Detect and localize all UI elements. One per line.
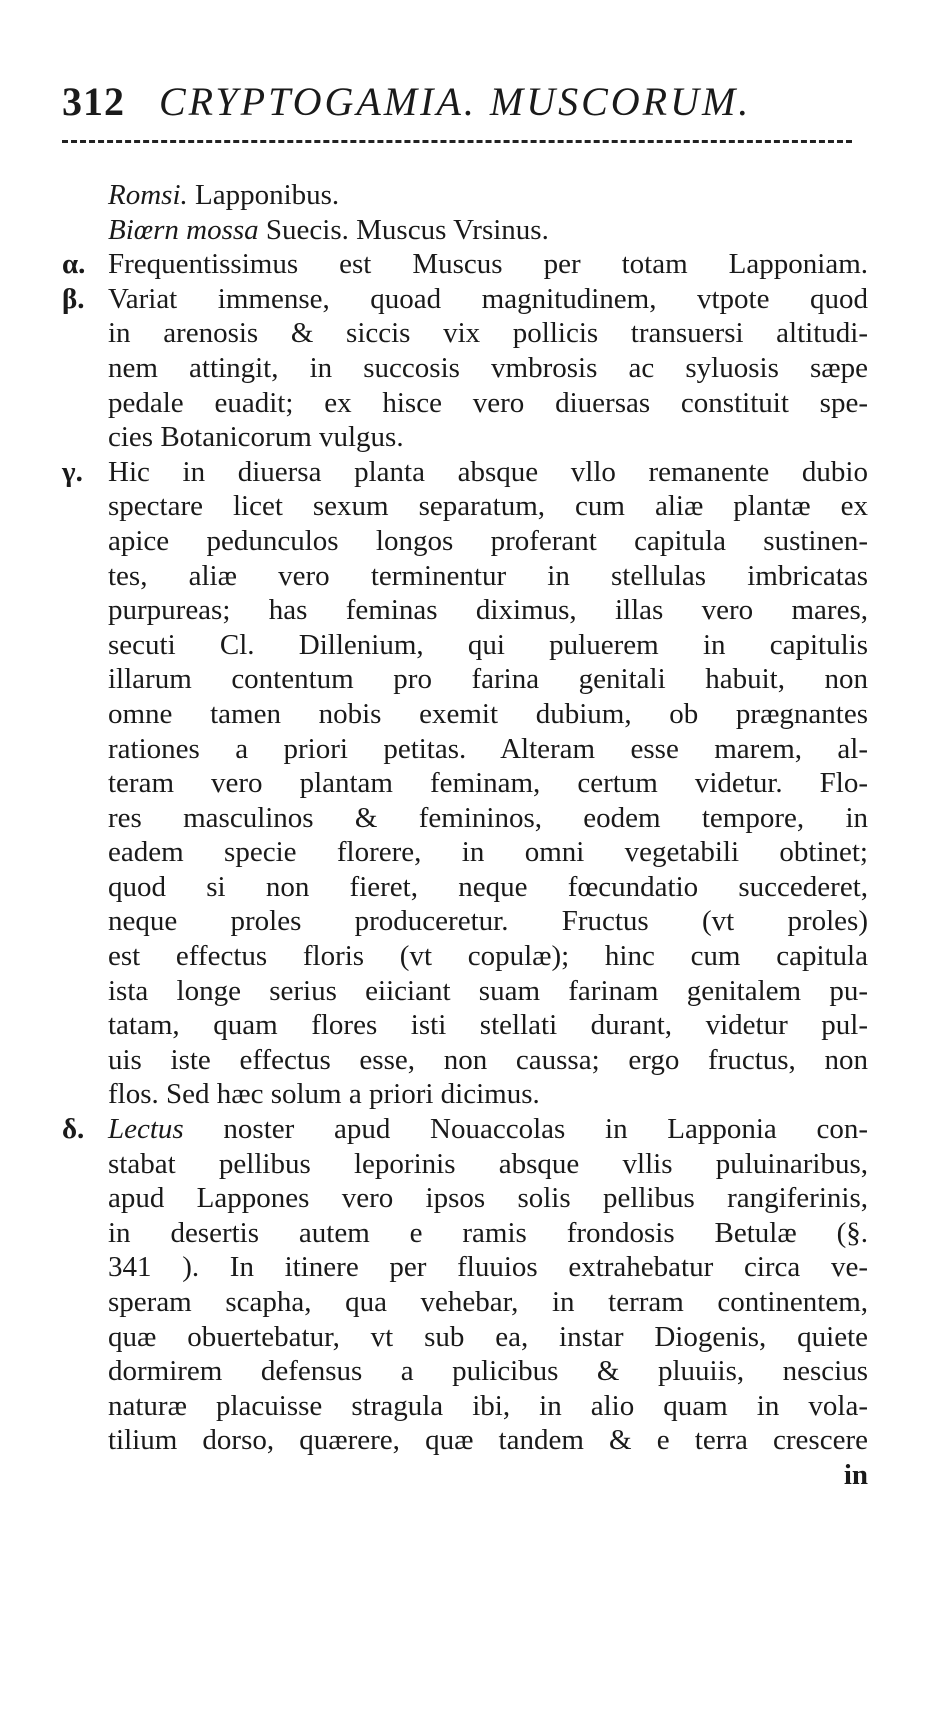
text-line: ista longe serius eiiciant suam farinam genitalem pu- (108, 974, 868, 1007)
text-line: teram vero plantam feminam, certum videtur. Flo- (108, 767, 868, 800)
paragraph-marker: γ. (62, 455, 83, 488)
text-line: dormirem defensus a pulicibus & pluuiis, nescius (108, 1355, 868, 1388)
paragraph-beta (62, 282, 868, 455)
page-header (62, 78, 862, 138)
text-line: Frequentissimus est Muscus per totam Lapponiam. (108, 248, 868, 281)
catchword: in (843, 1458, 868, 1491)
text-line: in arenosis & siccis vix pollicis transuersi altitudi- (108, 317, 868, 350)
text-line: secuti Cl. Dillenium, qui puluerem in capitulis (108, 628, 868, 661)
text-span: Lapponibus. (195, 179, 340, 211)
paragraph-delta (62, 1112, 869, 1458)
text-line: in desertis autem e ramis frondosis Betulæ (§. (108, 1216, 868, 1249)
text-line: 341 ). In itinere per fluuios extrahebatur circa ve- (108, 1251, 868, 1284)
text-line: naturæ placuisse stragula ibi, in alio quam in vola- (108, 1389, 868, 1422)
text-line (108, 213, 868, 248)
text-line: spectare licet sexum separatum, cum aliæ plantæ ex (108, 490, 868, 523)
text-line: tatam, quam flores isti stellati durant, videtur pul- (108, 1009, 868, 1042)
text-line: speram scapha, qua vehebar, in terram continentem, (108, 1286, 868, 1318)
text-span: noster apud Nouaccolas in Lapponia con- (223, 1113, 869, 1146)
text-line: apice pedunculos longos proferant capitula sustinen- (108, 524, 868, 557)
lemma-word: Lectus (108, 1113, 184, 1146)
text-line: pedale euadit; ex hisce vero diuersas constituit spe- (108, 386, 868, 419)
text-line: illarum contentum pro farina genitali habuit, non (108, 663, 868, 696)
text-line: omne tamen nobis exemit dubium, ob prægnantes (108, 697, 868, 730)
text-line: neque proles produceretur. Fructus (vt proles) (108, 905, 868, 938)
text-line: uis iste effectus esse, non caussa; ergo fructus, non (108, 1043, 868, 1076)
text-line (108, 178, 868, 213)
text-line: eadem specie florere, in omni vegetabili obtinet; (108, 836, 868, 869)
text-line: cies Botanicorum vulgus. (108, 421, 404, 454)
vernacular-name: Romsi. (108, 179, 188, 211)
text-line: tilium dorso, quærere, quæ tandem & e terra crescere (108, 1424, 868, 1457)
text-line: stabat pellibus leporinis absque vllis puluinaribus, (108, 1147, 868, 1180)
vernacular-name: Biœrn mossa (108, 213, 259, 246)
text-line: est effectus floris (vt copulæ); hinc cum capitula (108, 940, 868, 973)
text-span: Suecis. Muscus Vrsinus. (265, 213, 549, 246)
header-rule (62, 140, 852, 143)
text-line: Hic in diuersa planta absque vllo remanente dubio (108, 455, 868, 488)
paragraph-marker: β. (62, 282, 85, 315)
text-line: apud Lappones vero ipsos solis pellibus rangiferinis, (108, 1182, 868, 1215)
text-line: rationes a priori petitas. Alteram esse marem, al- (108, 732, 868, 765)
text-line: flos. Sed hæc solum a priori dicimus. (108, 1078, 540, 1111)
body-text (62, 178, 869, 1493)
text-line: Variat immense, quoad magnitudinem, vtpote quod (108, 282, 868, 315)
paragraph-marker: α. (62, 248, 86, 281)
text-line: purpureas; has feminas diximus, illas vero mares, (108, 594, 868, 627)
page-number: 312 (62, 79, 125, 124)
running-title: CRYPTOGAMIA. MUSCORUM. (159, 79, 752, 124)
text-line: quæ obuertebatur, vt sub ea, instar Diogenis, quiete (108, 1320, 868, 1353)
text-line: res masculinos & femininos, eodem tempore, in (108, 801, 868, 834)
paragraph-alpha (62, 247, 868, 282)
text-line (108, 1112, 868, 1147)
text-line: quod si non fieret, neque fœcundatio succederet, (108, 870, 868, 903)
text-line: nem attingit, in succosis vmbrosis ac syluosis sæpe (108, 351, 868, 384)
text-line: tes, aliæ vero terminentur in stellulas imbricatas (108, 559, 868, 592)
paragraph-marker: δ. (62, 1113, 85, 1146)
paragraph-gamma (62, 455, 868, 1112)
